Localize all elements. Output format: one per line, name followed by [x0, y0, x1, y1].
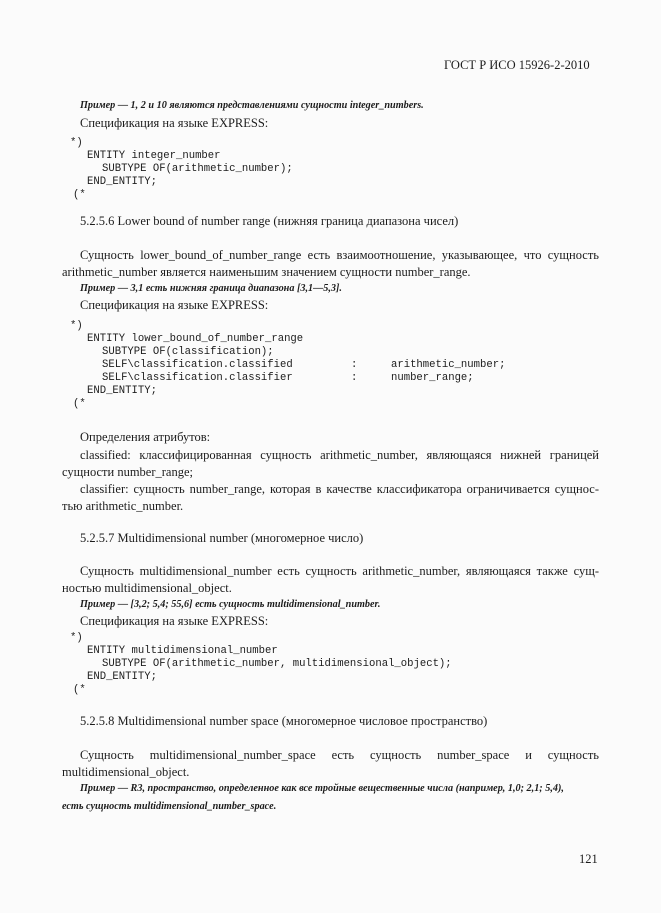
spec-label: Спецификация на языке EXPRESS: — [80, 116, 269, 130]
document-header: ГОСТ Р ИСО 15926-2-2010 — [444, 58, 590, 72]
code-line: ENTITY multidimensional_number — [87, 645, 278, 657]
code-line: SUBTYPE OF(arithmetic_number); — [102, 163, 293, 175]
spec-label: Спецификация на языке EXPRESS: — [80, 614, 269, 628]
code-line: *) — [70, 137, 83, 149]
code-line: : — [351, 372, 358, 384]
code-line: SUBTYPE OF(classification); — [102, 346, 274, 358]
code-line: ENTITY integer_number — [87, 150, 221, 162]
paragraph-line: ностью multidimensional_object. — [62, 581, 232, 595]
code-line: SELF\classification.classifier — [102, 372, 293, 384]
code-line: : — [351, 359, 358, 371]
code-line: (* — [73, 684, 86, 696]
attributes-heading: Определения атрибутов: — [80, 430, 211, 444]
paragraph-line: classifier: сущность number_range, которая в качестве классификатора ограничивается сущнос- — [80, 482, 599, 496]
code-line: arithmetic_number; — [391, 359, 506, 371]
code-line: SELF\classification.classified — [102, 359, 293, 371]
paragraph-line: тью arithmetic_number. — [62, 499, 184, 513]
code-line: (* — [73, 398, 86, 410]
section-heading: 5.2.5.6 Lower bound of number range (нижняя граница диапазона чисел) — [80, 214, 459, 228]
paragraph-line: multidimensional_object. — [62, 765, 190, 779]
paragraph-line: Сущность multidimensional_number есть сущность arithmetic_number, являющаяся также сущ- — [80, 564, 599, 578]
code-line: END_ENTITY; — [87, 176, 157, 188]
code-line: *) — [70, 632, 83, 644]
code-line: number_range; — [391, 372, 474, 384]
section-heading: 5.2.5.8 Multidimensional number space (многомерное числовое пространство) — [80, 714, 488, 728]
code-line: (* — [73, 189, 86, 201]
paragraph-line: classified: классифицированная сущность arithmetic_number, являющаяся нижней границей — [80, 448, 599, 462]
paragraph-line: arithmetic_number является наименьшим значением сущности number_range. — [62, 265, 471, 279]
code-line: END_ENTITY; — [87, 385, 157, 397]
example-text: Пример — 3,1 есть нижняя граница диапазона [3,1—5,3]. — [80, 283, 342, 294]
code-line: SUBTYPE OF(arithmetic_number, multidimensional_object); — [102, 658, 452, 670]
code-line: *) — [70, 320, 83, 332]
example-text: есть сущность multidimensional_number_space. — [62, 801, 277, 812]
spec-label: Спецификация на языке EXPRESS: — [80, 298, 269, 312]
section-heading: 5.2.5.7 Multidimensional number (многомерное число) — [80, 531, 364, 545]
code-line: ENTITY lower_bound_of_number_range — [87, 333, 304, 345]
example-text: Пример — R3, пространство, определенное как все тройные вещественные числа (например, 1,0; 2,1; 5,4), — [80, 783, 564, 794]
paragraph-line: Сущность multidimensional_number_space есть сущность number_space и сущность — [80, 748, 599, 762]
code-line: END_ENTITY; — [87, 671, 157, 683]
paragraph-line: Сущность lower_bound_of_number_range есть взаимоотношение, указывающее, что сущность — [80, 248, 599, 262]
paragraph-line: сущности number_range; — [62, 465, 193, 479]
page-number: 121 — [579, 852, 598, 866]
example-text: Пример — [3,2; 5,4; 55,6] есть сущность multidimensional_number. — [80, 599, 381, 610]
example-text: Пример — 1, 2 и 10 являются представлениями сущности integer_numbers. — [80, 100, 424, 111]
